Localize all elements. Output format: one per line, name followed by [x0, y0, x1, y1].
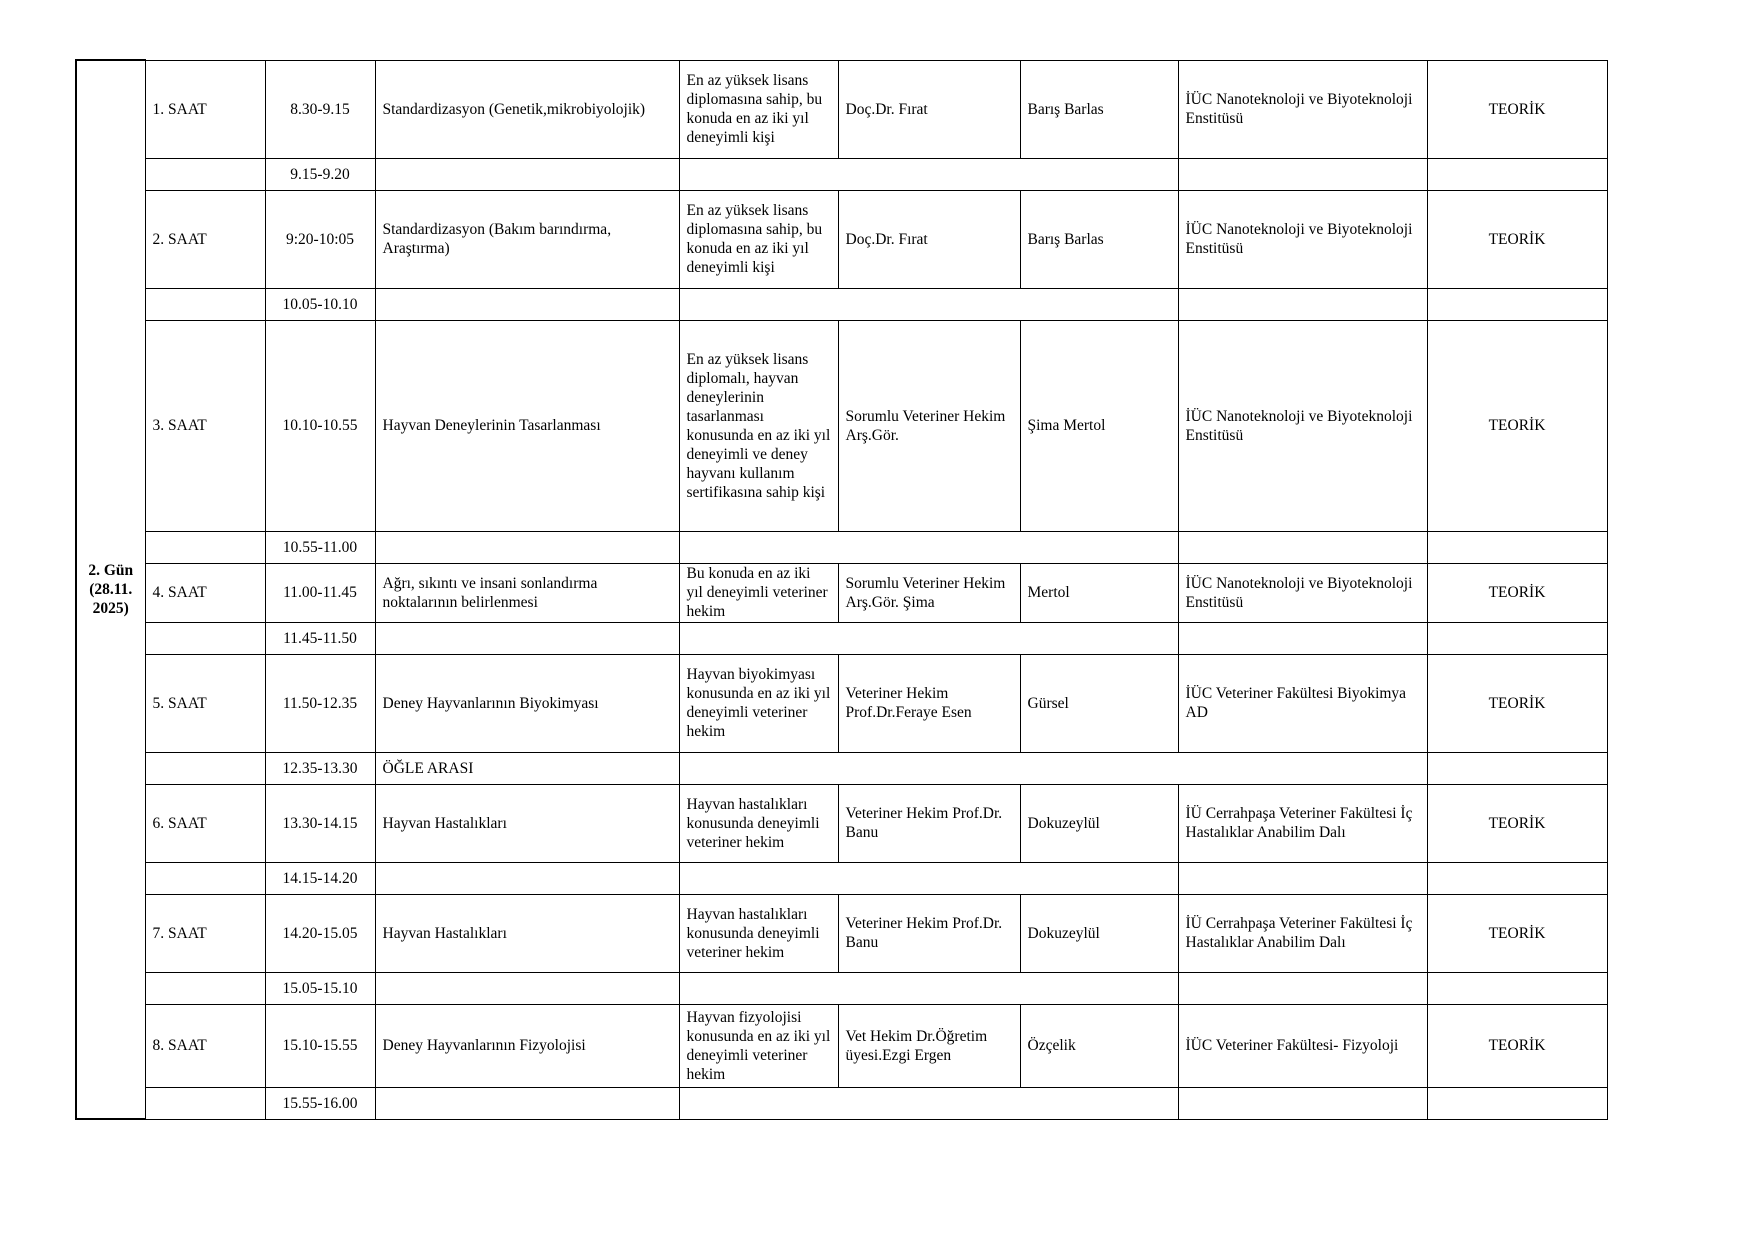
table-row: [76, 654, 1607, 752]
hour-cell: 8. SAAT: [145, 1004, 265, 1087]
topic-cell: Ağrı, sıkıntı ve insani sonlandırma noktalarının belirlenmesi: [375, 563, 679, 622]
break-row: [76, 862, 1607, 894]
institution-cell: İÜC Nanoteknoloji ve Biyoteknoloji Enstitüsü: [1178, 320, 1427, 531]
break-row: [76, 622, 1607, 654]
qualification-cell: En az yüksek lisans diplomasına sahip, bu konuda en az iki yıl deneyimli kişi: [679, 60, 838, 158]
institution-cell: İÜC Veteriner Fakültesi- Fizyoloji: [1178, 1004, 1427, 1087]
qualification-cell: En az yüksek lisans diplomasına sahip, bu konuda en az iki yıl deneyimli kişi: [679, 190, 838, 288]
hour-cell: 1. SAAT: [145, 60, 265, 158]
time-cell: 8.30-9.15: [265, 60, 375, 158]
instructor-surname-cell: Barış Barlas: [1020, 60, 1178, 158]
break-time-cell: 15.55-16.00: [265, 1087, 375, 1119]
lunch-row: [76, 752, 1607, 784]
instructor-title-cell: Doç.Dr. Fırat: [838, 60, 1020, 158]
hour-cell: 2. SAAT: [145, 190, 265, 288]
topic-cell: Deney Hayvanlarının Fizyolojisi: [375, 1004, 679, 1087]
topic-cell: Standardizasyon (Genetik,mikrobiyolojik): [375, 60, 679, 158]
break-row: [76, 531, 1607, 563]
schedule-table: [75, 59, 1608, 1120]
instructor-surname-cell: Şima Mertol: [1020, 320, 1178, 531]
time-cell: 9:20-10:05: [265, 190, 375, 288]
break-time-cell: 15.05-15.10: [265, 972, 375, 1004]
time-cell: 15.10-15.55: [265, 1004, 375, 1087]
break-row: [76, 288, 1607, 320]
institution-cell: İÜ Cerrahpaşa Veteriner Fakültesi İç Hastalıklar Anabilim Dalı: [1178, 784, 1427, 862]
institution-cell: İÜ Cerrahpaşa Veteriner Fakültesi İç Hastalıklar Anabilim Dalı: [1178, 894, 1427, 972]
break-row: [76, 1087, 1607, 1119]
time-cell: 14.20-15.05: [265, 894, 375, 972]
instructor-surname-cell: Dokuzeylül: [1020, 894, 1178, 972]
table-row: [76, 190, 1607, 288]
time-cell: 11.50-12.35: [265, 654, 375, 752]
instructor-title-cell: Veteriner Hekim Prof.Dr.Feraye Esen: [838, 654, 1020, 752]
topic-cell: Hayvan Hastalıkları: [375, 894, 679, 972]
time-cell: 10.10-10.55: [265, 320, 375, 531]
hour-cell: 4. SAAT: [145, 563, 265, 622]
instructor-surname-cell: Mertol: [1020, 563, 1178, 622]
type-cell: TEORİK: [1427, 563, 1607, 622]
institution-cell: İÜC Nanoteknoloji ve Biyoteknoloji Enstitüsü: [1178, 190, 1427, 288]
day-label: 2. Gün (28.11. 2025): [76, 60, 145, 1119]
instructor-title-cell: Veteriner Hekim Prof.Dr. Banu: [838, 784, 1020, 862]
type-cell: TEORİK: [1427, 894, 1607, 972]
time-cell: 11.00-11.45: [265, 563, 375, 622]
table-row: [76, 60, 1607, 158]
instructor-title-cell: Sorumlu Veteriner Hekim Arş.Gör.: [838, 320, 1020, 531]
hour-cell: 5. SAAT: [145, 654, 265, 752]
hour-cell: 6. SAAT: [145, 784, 265, 862]
instructor-surname-cell: Barış Barlas: [1020, 190, 1178, 288]
institution-cell: İÜC Nanoteknoloji ve Biyoteknoloji Enstitüsü: [1178, 563, 1427, 622]
break-time-cell: 10.05-10.10: [265, 288, 375, 320]
institution-cell: İÜC Nanoteknoloji ve Biyoteknoloji Enstitüsü: [1178, 60, 1427, 158]
topic-cell: Standardizasyon (Bakım barındırma, Araştırma): [375, 190, 679, 288]
instructor-surname-cell: Özçelik: [1020, 1004, 1178, 1087]
type-cell: TEORİK: [1427, 190, 1607, 288]
type-cell: TEORİK: [1427, 784, 1607, 862]
lunch-label: ÖĞLE ARASI: [375, 752, 679, 784]
table-row: [76, 894, 1607, 972]
type-cell: TEORİK: [1427, 320, 1607, 531]
instructor-title-cell: Vet Hekim Dr.Öğretim üyesi.Ezgi Ergen: [838, 1004, 1020, 1087]
hour-cell: 7. SAAT: [145, 894, 265, 972]
topic-cell: Deney Hayvanlarının Biyokimyası: [375, 654, 679, 752]
type-cell: TEORİK: [1427, 60, 1607, 158]
type-cell: TEORİK: [1427, 1004, 1607, 1087]
institution-cell: İÜC Veteriner Fakültesi Biyokimya AD: [1178, 654, 1427, 752]
topic-cell: Hayvan Deneylerinin Tasarlanması: [375, 320, 679, 531]
break-time-cell: 14.15-14.20: [265, 862, 375, 894]
qualification-cell: Hayvan hastalıkları konusunda deneyimli veteriner hekim: [679, 894, 838, 972]
topic-cell: Hayvan Hastalıkları: [375, 784, 679, 862]
instructor-surname-cell: Gürsel: [1020, 654, 1178, 752]
qualification-cell: En az yüksek lisans diplomalı, hayvan deneylerinin tasarlanması konusunda en az iki yıl deneyimli ve deney hayvanı kullanım sertifikasına sahip kişi: [679, 320, 838, 531]
table-row: [76, 784, 1607, 862]
break-time-cell: 11.45-11.50: [265, 622, 375, 654]
instructor-title-cell: Veteriner Hekim Prof.Dr. Banu: [838, 894, 1020, 972]
hour-cell: 3. SAAT: [145, 320, 265, 531]
table-row: [76, 1004, 1607, 1087]
break-time-cell: 9.15-9.20: [265, 158, 375, 190]
qualification-cell: Bu konuda en az iki yıl deneyimli veteriner hekim: [679, 563, 838, 622]
instructor-title-cell: Doç.Dr. Fırat: [838, 190, 1020, 288]
break-row: [76, 972, 1607, 1004]
instructor-surname-cell: Dokuzeylül: [1020, 784, 1178, 862]
qualification-cell: Hayvan fizyolojisi konusunda en az iki yıl deneyimli veteriner hekim: [679, 1004, 838, 1087]
table-row: [76, 563, 1607, 622]
break-time-cell: 12.35-13.30: [265, 752, 375, 784]
qualification-cell: Hayvan hastalıkları konusunda deneyimli veteriner hekim: [679, 784, 838, 862]
break-time-cell: 10.55-11.00: [265, 531, 375, 563]
table-row: [76, 320, 1607, 531]
instructor-title-cell: Sorumlu Veteriner Hekim Arş.Gör. Şima: [838, 563, 1020, 622]
break-row: [76, 158, 1607, 190]
type-cell: TEORİK: [1427, 654, 1607, 752]
qualification-cell: Hayvan biyokimyası konusunda en az iki yıl deneyimli veteriner hekim: [679, 654, 838, 752]
time-cell: 13.30-14.15: [265, 784, 375, 862]
